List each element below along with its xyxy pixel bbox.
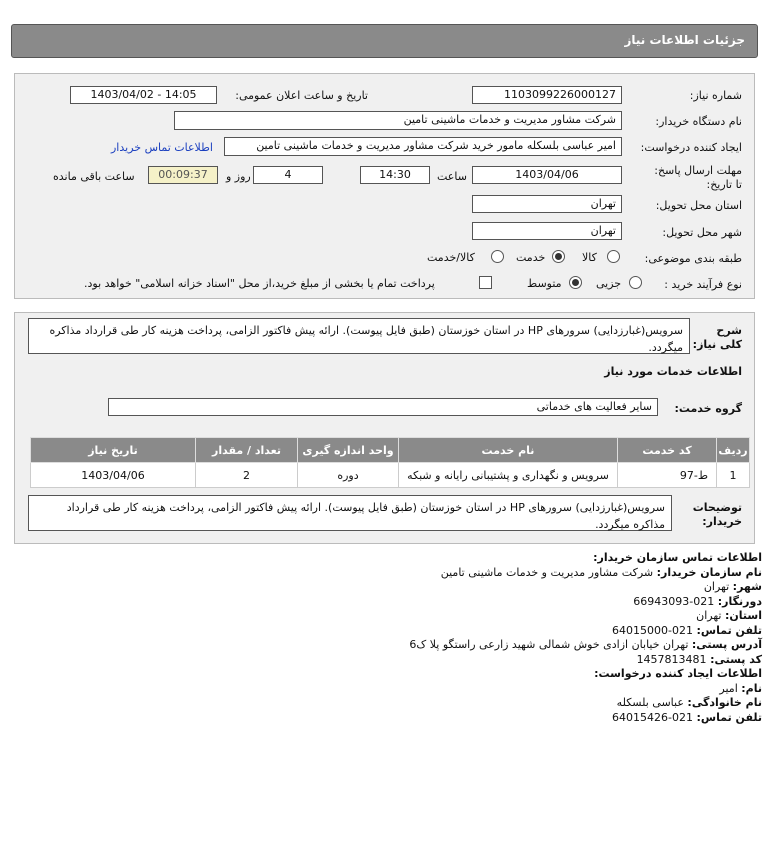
buyer-org-field: شرکت مشاور مدیریت و خدمات ماشینی تامین [174, 111, 622, 130]
table-row [31, 463, 750, 488]
summary-text: سرویس(غبارزدایی) سرورهای HP در استان خوزستان (طبق فایل پیوست). ارائه پیش فاکتور الزامی، پرداخت هزینه کار طی قرارداد مذاکره میگردد. [28, 318, 690, 354]
process-radio-minor[interactable] [629, 276, 642, 289]
contact-address-label: آدرس پستی: [691, 638, 762, 651]
contact-fax: 021-66943093 [633, 594, 715, 608]
cell-need-date: 1403/04/06 [31, 463, 196, 488]
page-header [11, 24, 758, 58]
announce-label: تاریخ و ساعت اعلان عمومی: [235, 89, 368, 102]
contact-phone: 021-64015000 [612, 623, 694, 637]
contact-city: تهران [703, 580, 730, 593]
contact-fax-label: دورنگار: [717, 594, 762, 608]
province-field: تهران [472, 195, 622, 213]
cell-quantity: 2 [196, 463, 298, 488]
announce-field: 1403/04/02 - 14:05 [70, 86, 217, 104]
service-group-field: سایر فعالیت های خدماتی [108, 398, 658, 416]
category-option-service: خدمت [516, 251, 546, 264]
contact-city-label: شهر: [732, 580, 762, 593]
creator-phone-label: تلفن تماس: [696, 710, 762, 724]
cell-name: سرویس و نگهداری و پشتیبانی رایانه و شبکه [399, 463, 618, 488]
process-option-medium: متوسط [527, 277, 562, 290]
city-field: تهران [472, 222, 622, 240]
page-title: جزئیات اطلاعات نیاز [624, 33, 745, 47]
cell-code: ط-97 [618, 463, 717, 488]
cell-unit: دوره [298, 463, 399, 488]
category-radio-goods[interactable] [607, 250, 620, 263]
category-label: طبقه بندی موضوعی: [644, 252, 742, 265]
payment-note: پرداخت تمام یا بخشی از مبلغ خرید،از محل "اسناد خزانه اسلامی" خواهد بود. [84, 277, 435, 290]
service-group-label: گروه خدمت: [674, 402, 742, 415]
contact-address: تهران خیابان ازادی خوش شمالی شهید زارعی راستگو پلا ک6 [409, 638, 689, 651]
buyer-contact-link[interactable]: اطلاعات تماس خریدار [111, 141, 213, 154]
contact-postal-label: کد پستی: [710, 652, 762, 666]
cell-row: 1 [717, 463, 750, 488]
need-info-panel [14, 73, 755, 299]
deadline-time-field: 14:30 [360, 166, 430, 184]
remaining-label: ساعت باقی مانده [53, 170, 135, 183]
deadline-label: مهلت ارسال پاسخ: تا تاریخ: [654, 164, 742, 191]
col-row: ردیف [717, 438, 750, 463]
need-number-label: شماره نیاز: [689, 89, 742, 102]
creator-phone: 021-64015426 [612, 710, 694, 724]
contact-phone-label: تلفن تماس: [696, 623, 762, 637]
category-radio-goods-service[interactable] [491, 250, 504, 263]
days-label: روز و [226, 170, 251, 183]
contact-province-label: استان: [725, 609, 762, 622]
time-label: ساعت [437, 170, 467, 183]
creator-family-label: نام خانوادگی: [687, 696, 762, 709]
category-radio-service[interactable] [552, 250, 565, 263]
contact-title: اطلاعات تماس سازمان خریدار: [593, 551, 762, 564]
contact-org: شرکت مشاور مدیریت و خدمات ماشینی تامین [440, 565, 654, 579]
category-option-goods-service: کالا/خدمت [427, 251, 475, 264]
summary-label: شرح کلی نیاز: [692, 324, 742, 351]
buyer-notes-text: سرویس(غبارزدایی) سرورهای HP در استان خوزستان (طبق فایل پیوست). ارائه پیش فاکتور الزامی، پرداخت هزینه کار طی قرارداد مذاکره میگردد. [28, 495, 672, 531]
contact-postal: 1457813481 [636, 652, 707, 666]
table-header-row [31, 438, 750, 463]
need-number-field: 1103099226000127 [472, 86, 622, 104]
creator-info-title: اطلاعات ایجاد کننده درخواست: [594, 667, 762, 680]
city-label: شهر محل تحویل: [662, 226, 742, 239]
creator-name-label: نام: [741, 681, 762, 695]
days-field: 4 [253, 166, 323, 184]
creator-label: ایجاد کننده درخواست: [640, 141, 742, 154]
services-section-title: اطلاعات خدمات مورد نیاز [604, 365, 742, 378]
col-unit: واحد اندازه گیری [298, 438, 399, 463]
col-need-date: تاریخ نیاز [31, 438, 196, 463]
process-option-minor: جزیی [596, 277, 622, 290]
creator-name: امیر [719, 681, 738, 695]
treasury-checkbox[interactable] [479, 276, 492, 289]
contact-province: تهران [696, 609, 722, 622]
contact-org-label: نام سازمان خریدار: [656, 565, 762, 579]
category-option-goods: کالا [582, 251, 597, 264]
col-code: کد خدمت [618, 438, 717, 463]
contact-section [409, 551, 762, 725]
services-table [30, 437, 750, 488]
buyer-notes-label: توضیحات خریدار: [692, 501, 742, 528]
remaining-time-field: 00:09:37 [148, 166, 218, 184]
col-quantity: تعداد / مقدار [196, 438, 298, 463]
col-name: نام خدمت [399, 438, 618, 463]
province-label: استان محل تحویل: [655, 199, 742, 212]
creator-field: امیر عباسی بلسکله مامور خرید شرکت مشاور مدیریت و خدمات ماشینی تامین [224, 137, 622, 156]
creator-family: عباسی بلسکله [616, 696, 684, 709]
buyer-org-label: نام دستگاه خریدار: [655, 115, 742, 128]
deadline-date-field: 1403/04/06 [472, 166, 622, 184]
process-radio-medium[interactable] [569, 276, 582, 289]
process-label: نوع فرآیند خرید : [664, 278, 742, 291]
